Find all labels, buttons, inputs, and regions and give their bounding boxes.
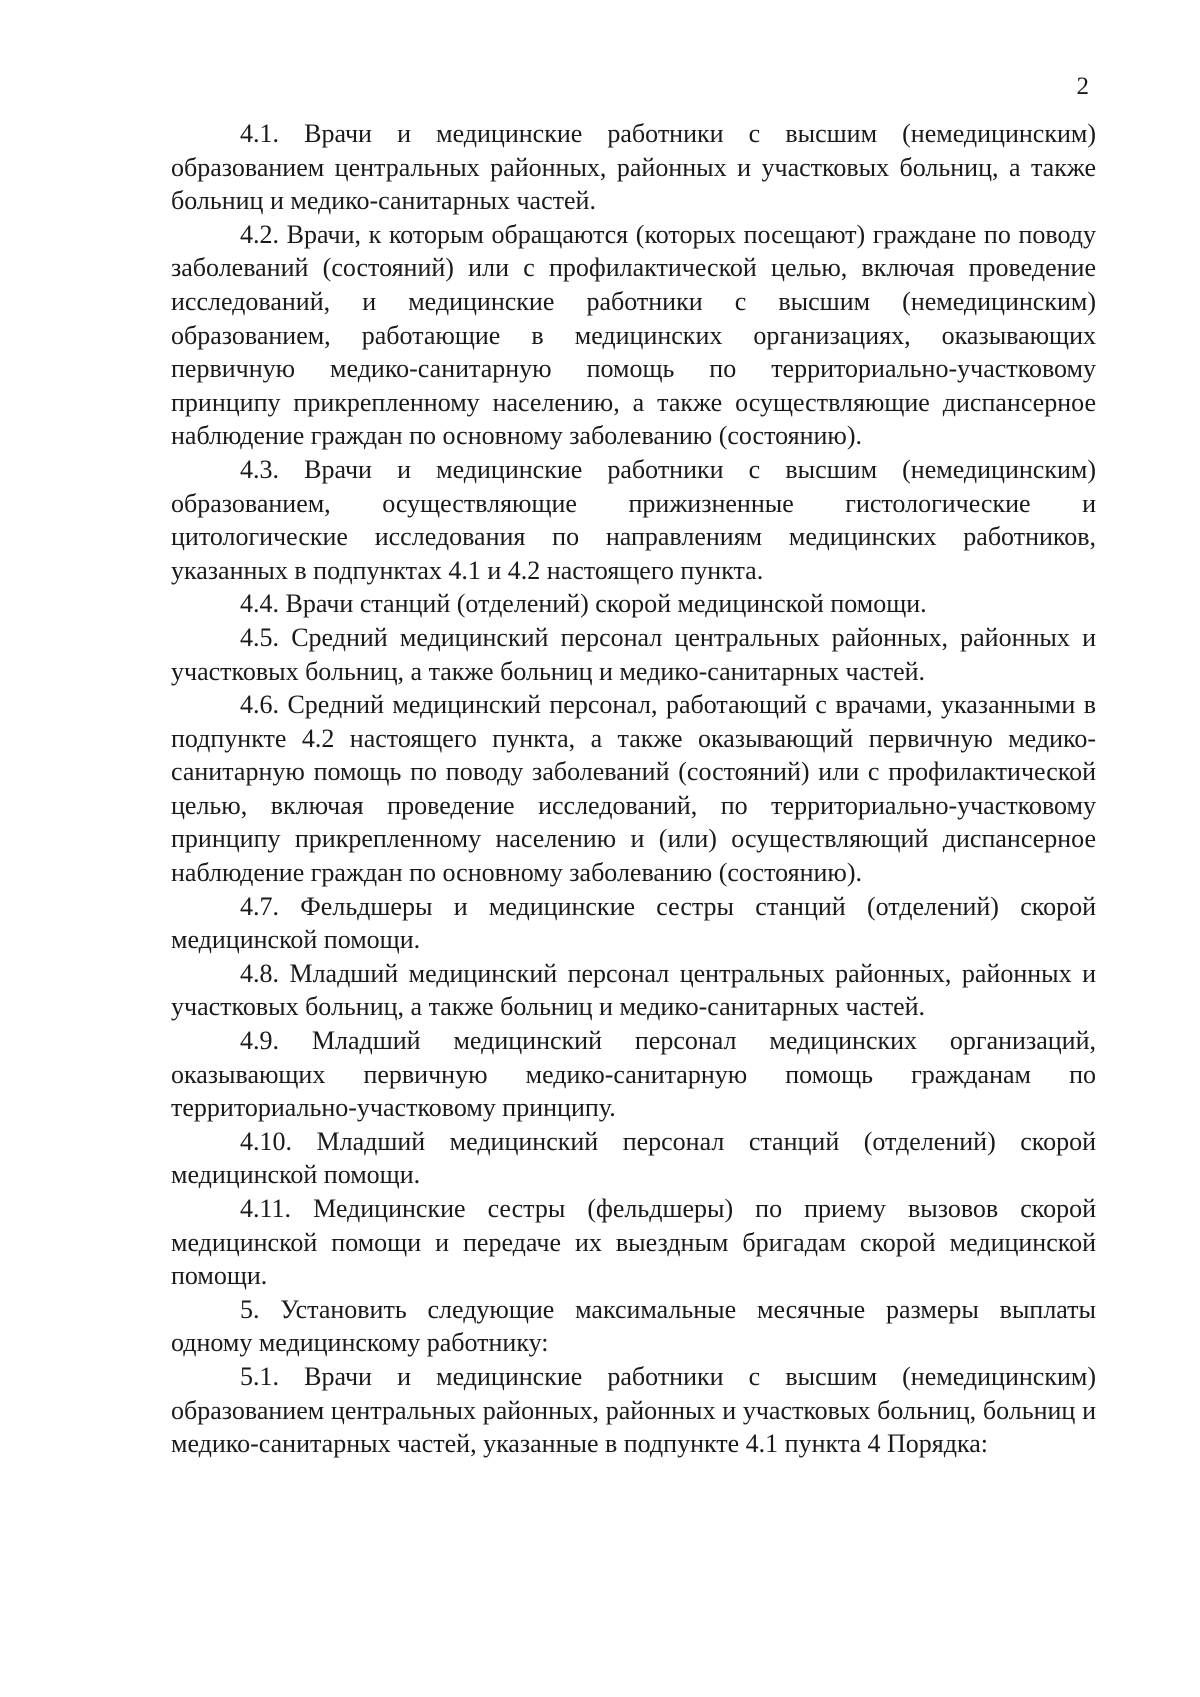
page-number: 2: [1076, 73, 1089, 100]
paragraph-4-9: 4.9. Младший медицинский персонал медицинских организаций, оказывающих первичную медико-санитарную помощь гражданам по территориально-участковому принципу.: [171, 1026, 1096, 1123]
paragraph-4-1: 4.1. Врачи и медицинские работники с высшим (немедицинским) образованием центральных районных, районных и участковых больниц, а также больниц и медико-санитарных частей.: [171, 119, 1096, 216]
paragraph-4-10: 4.10. Младший медицинский персонал станций (отделений) скорой медицинской помощи.: [171, 1126, 1096, 1190]
paragraph-4-5: 4.5. Средний медицинский персонал центральных районных, районных и участковых больниц, а также больниц и медико-санитарных частей.: [171, 622, 1096, 686]
paragraph-5-1: 5.1. Врачи и медицинские работники с высшим (немедицинским) образованием центральных районных, районных и участковых больниц, больниц и медико-санитарных частей, указанные в подпункте 4.1 пункта 4 Порядка:: [171, 1361, 1096, 1459]
paragraph-4-7: 4.7. Фельдшеры и медицинские сестры станций (отделений) скорой медицинской помощи.: [171, 891, 1096, 955]
paragraph-5: 5. Установить следующие максимальные месячные размеры выплаты одному медицинскому работнику:: [171, 1294, 1096, 1358]
paragraph-4-6: 4.6. Средний медицинский персонал, работающий с врачами, указанными в подпункте 4.2 настоящего пункта, а также оказывающий первичную медико-санитарную помощь по поводу заболеваний (состояний) или с профилактической целью, включая проведение исследований, по территориально-участковому принципу прикрепленному населению и (или) осуществляющий диспансерное наблюдение граждан по основному заболеванию (состоянию).: [171, 690, 1096, 888]
document-body: [171, 117, 1096, 1461]
paragraph-4-8: 4.8. Младший медицинский персонал центральных районных, районных и участковых больниц, а также больниц и медико-санитарных частей.: [171, 958, 1096, 1022]
paragraph-4-4: 4.4. Врачи станций (отделений) скорой медицинской помощи.: [240, 589, 927, 619]
paragraph-4-2: 4.2. Врачи, к которым обращаются (которых посещают) граждане по поводу заболеваний (состояний) или с профилактической целью, включая проведение исследований, и медицинские работники с высшим (немедицинским) образованием, работающие в медицинских организациях, оказывающих первичную медико-санитарную помощь по территориально-участковому принципу прикрепленному населению, а также осуществляющие диспансерное наблюдение граждан по основному заболеванию (состоянию).: [171, 219, 1096, 451]
paragraph-4-11: 4.11. Медицинские сестры (фельдшеры) по приему вызовов скорой медицинской помощи и передаче их выездным бригадам скорой медицинской помощи.: [171, 1194, 1096, 1291]
paragraph-4-3: 4.3. Врачи и медицинские работники с высшим (немедицинским) образованием, осуществляющие прижизненные гистологические и цитологические исследования по направлениям медицинских работников, указанных в подпунктах 4.1 и 4.2 настоящего пункта.: [171, 454, 1096, 585]
